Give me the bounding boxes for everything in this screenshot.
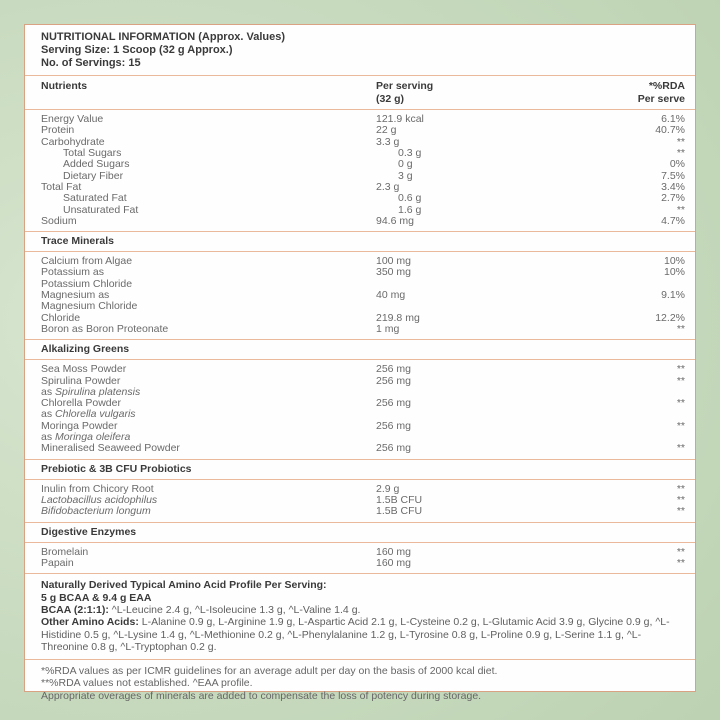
nutrient-amount: 256 mg [376, 363, 412, 376]
nutrient-row [41, 216, 685, 227]
nutrient-rda: ** [676, 147, 685, 160]
species-name: Moringa oleifera [55, 431, 131, 444]
nutrient-amount: 3 g [398, 169, 413, 182]
nutrient-name-line: Chlorella Powder [41, 397, 121, 410]
nutrient-rda: 4.7% [661, 214, 685, 227]
section-header: Prebiotic & 3B CFU Probiotics [25, 459, 695, 480]
section-header: Trace Minerals [25, 231, 695, 252]
nutrient-name [41, 547, 376, 558]
nutrient-name-line: Moringa Powder [41, 419, 118, 432]
nutrient-name [41, 205, 398, 216]
nutrient-rda: ** [676, 397, 685, 410]
nutrient-rda: ** [676, 203, 685, 216]
section-body [25, 480, 695, 522]
amino-line-heading: Other Amino Acids: [41, 616, 139, 629]
nutrient-name [41, 558, 376, 569]
nutrient-name [41, 159, 398, 170]
nutrient-row [41, 443, 685, 454]
nutrient-row [41, 421, 685, 444]
nutrient-name [41, 267, 376, 290]
column-header-row [25, 76, 695, 110]
table-body [25, 110, 695, 573]
nutrient-rda: ** [676, 556, 685, 569]
nutrient-rda: ** [676, 493, 685, 506]
nutrient-name-line: Total Fat [41, 180, 82, 193]
nutrient-rda: ** [676, 374, 685, 387]
amino-line-heading: BCAA (2:1:1): [41, 603, 109, 616]
nutrient-name [41, 324, 376, 335]
amino-line-heading: Naturally Derived Typical Amino Acid Profile Per Serving: [41, 579, 327, 592]
nutrient-row [41, 398, 685, 421]
nutrient-amount: 121.9 kcal [376, 113, 424, 126]
nutrient-rda: ** [676, 363, 685, 376]
nutrient-amount: 3.3 g [376, 135, 400, 148]
nutrient-amount: 219.8 mg [376, 311, 420, 324]
footnote-line: *%RDA values as per ICMR guidelines for an average adult per day on the basis of 2000 kcal diet. [41, 664, 498, 677]
column-header-rda [565, 80, 685, 105]
amino-line: Other Amino Acids: L-Alanine 0.9 g, L-Arginine 1.9 g, L-Aspartic Acid 2.1 g, L-Cysteine 0.2 g, L-Glutamic Acid 3.9 g, Glycine 0.9 g, ^L-Histidine 0.5 g, ^L-Lysine 1.4 g, ^L-Methionine 0.2 g, ^L-Phenylalanine 1.2 g, L-Tyrosine 0.8 g, L-Proline 0.9 g, L-Serine 1.1 g, ^L-Threonine 0.8 g, ^L-Tryptophan 0.2 g. [41, 616, 670, 654]
serving-size: Serving Size: 1 Scoop (32 g Approx.) [41, 44, 233, 56]
nutrient-amount: 256 mg [376, 374, 412, 387]
nutrient-amount: 1.5B CFU [376, 505, 423, 518]
nutrient-row [41, 205, 685, 216]
nutrient-name-line: Boron as Boron Proteonate [41, 322, 169, 335]
nutrient-name-subline: as Spirulina platensis [41, 385, 141, 398]
nutrient-name [41, 364, 376, 375]
nutrient-amount: 160 mg [376, 556, 412, 569]
nutrient-rda: 0% [669, 158, 685, 171]
section-body [25, 543, 695, 574]
nutrient-name-line: Unsaturated Fat [63, 203, 139, 216]
column-header-nutrients: Nutrients [41, 80, 88, 92]
nutrient-row [41, 324, 685, 335]
nutrient-name-subline: Magnesium Chloride [41, 300, 138, 313]
section-header: Alkalizing Greens [25, 339, 695, 360]
nutrient-name-line: Saturated Fat [63, 192, 127, 205]
nutrient-amount: 94.6 mg [376, 214, 414, 227]
nutrient-row [41, 364, 685, 375]
nutrient-amount: 0 g [398, 158, 413, 171]
nutrient-rda: 2.7% [661, 192, 685, 205]
nutrient-name [41, 290, 376, 313]
nutrient-name [41, 443, 376, 454]
section-body [25, 360, 695, 458]
nutrient-amount: 1 mg [376, 322, 400, 335]
rda-label: *%RDA [648, 80, 685, 92]
nutrient-rda: ** [676, 419, 685, 432]
nutrient-name-subline: as Chlorella vulgaris [41, 408, 136, 421]
section-body [25, 110, 695, 231]
amino-line-heading: 5 g BCAA & 9.4 g EAA [41, 591, 152, 604]
nutrient-row [41, 267, 685, 290]
nutrient-name-line: Bifidobacterium longum [41, 505, 151, 518]
nutrient-name-line: Chloride [41, 311, 81, 324]
nutrient-name-line: Dietary Fiber [63, 169, 124, 182]
nutrient-name-line: Total Sugars [63, 147, 122, 160]
nutrient-rda: ** [676, 505, 685, 518]
nutrient-name-line: Inulin from Chicory Root [41, 482, 154, 495]
nutrient-row [41, 547, 685, 558]
nutrient-rda: 7.5% [661, 169, 685, 182]
nutrient-row [41, 193, 685, 204]
nutrient-rda: 10% [663, 266, 685, 279]
nutrient-row [41, 256, 685, 267]
nutrient-name [41, 114, 376, 125]
nutrient-name-line: Magnesium as [41, 289, 110, 302]
nutrient-amount: 0.6 g [398, 192, 422, 205]
footnotes [25, 659, 695, 708]
nutrient-rda: 6.1% [661, 113, 685, 126]
nutrient-name-line: Calcium from Algae [41, 255, 133, 268]
nutrient-row [41, 506, 685, 517]
nutrient-row [41, 148, 685, 159]
section-body [25, 252, 695, 339]
species-name: Spirulina platensis [55, 385, 141, 398]
nutrient-name-line: Added Sugars [63, 158, 130, 171]
nutrient-amount: 350 mg [376, 266, 412, 279]
nutrient-rda: ** [676, 135, 685, 148]
nutrient-name-line: Carbohydrate [41, 135, 105, 148]
label-title: NUTRITIONAL INFORMATION (Approx. Values) [41, 31, 286, 43]
nutrient-name-line: Potassium as [41, 266, 105, 279]
nutrient-rda: ** [676, 545, 685, 558]
nutrient-row [41, 290, 685, 313]
nutrient-rda: 3.4% [661, 180, 685, 193]
nutrient-name [41, 216, 376, 227]
nutrient-name [41, 398, 376, 421]
column-header-per-serving [376, 80, 565, 105]
nutrient-amount: 100 mg [376, 255, 412, 268]
amino-line [41, 592, 685, 604]
nutrient-amount: 40 mg [376, 289, 406, 302]
nutrient-row [41, 114, 685, 125]
nutrient-amount: 160 mg [376, 545, 412, 558]
nutrient-row [41, 182, 685, 193]
nutrient-amount: 22 g [376, 124, 397, 137]
nutrient-rda: ** [676, 482, 685, 495]
nutrient-row [41, 171, 685, 182]
nutrient-name [41, 421, 376, 444]
amino-line: BCAA (2:1:1): ^L-Leucine 2.4 g, ^L-Isoleucine 1.3 g, ^L-Valine 1.4 g. [41, 603, 361, 616]
nutrient-amount: 1.5B CFU [376, 493, 423, 506]
nutrient-amount: 1.6 g [398, 203, 422, 216]
footnote-line: **%RDA values not established. ^EAA profile. [41, 677, 253, 690]
nutrient-name-line: Protein [41, 124, 75, 137]
nutrient-amount: 256 mg [376, 419, 412, 432]
nutrient-row [41, 137, 685, 148]
nutrient-rda: ** [676, 322, 685, 335]
nutrient-name-line: Energy Value [41, 113, 104, 126]
nutrient-rda: ** [676, 442, 685, 455]
nutrient-row [41, 558, 685, 569]
nutrient-name-line: Papain [41, 556, 74, 569]
per-serving-label: Per serving [376, 80, 434, 92]
nutrient-name [41, 506, 376, 517]
nutrient-amount: 2.3 g [376, 180, 400, 193]
nutrient-name-line: Bromelain [41, 545, 89, 558]
label-header [25, 25, 695, 76]
nutrient-name [41, 376, 376, 399]
nutrient-amount: 0.3 g [398, 147, 422, 160]
footnote-line: Appropriate overages of minerals are added to compensate the loss of potency during storage. [41, 689, 482, 702]
nutrient-name [41, 193, 398, 204]
nutrient-name-line: Sea Moss Powder [41, 363, 127, 376]
nutrient-name [41, 171, 398, 182]
nutrient-amount: 256 mg [376, 442, 412, 455]
nutrient-rda: 40.7% [655, 124, 685, 137]
nutrient-name-line: Sodium [41, 214, 77, 227]
nutrition-label-card [24, 24, 696, 702]
nutrient-amount: 256 mg [376, 397, 412, 410]
nutrient-name-line: Mineralised Seaweed Powder [41, 442, 180, 455]
nutrient-amount: 2.9 g [376, 482, 400, 495]
section-header: Digestive Enzymes [25, 522, 695, 543]
rda-per-serve-label: Per serve [637, 92, 685, 105]
nutrient-name-line: Spirulina Powder [41, 374, 121, 387]
amino-acid-profile [25, 573, 695, 658]
nutrient-rda: 10% [663, 255, 685, 268]
amino-line [41, 579, 685, 591]
nutrient-row [41, 376, 685, 399]
nutrient-row [41, 125, 685, 136]
servings-count: No. of Servings: 15 [41, 57, 141, 69]
nutrient-rda: 9.1% [661, 289, 685, 302]
species-name: Chlorella vulgaris [55, 408, 136, 421]
per-serving-weight: (32 g) [376, 92, 405, 105]
nutrient-name-subline: as Moringa oleifera [41, 431, 131, 444]
nutrient-name-line: Lactobacillus acidophilus [41, 493, 158, 506]
nutrient-name-subline: Potassium Chloride [41, 277, 133, 290]
nutrient-row [41, 159, 685, 170]
nutrient-rda: 12.2% [655, 311, 685, 324]
